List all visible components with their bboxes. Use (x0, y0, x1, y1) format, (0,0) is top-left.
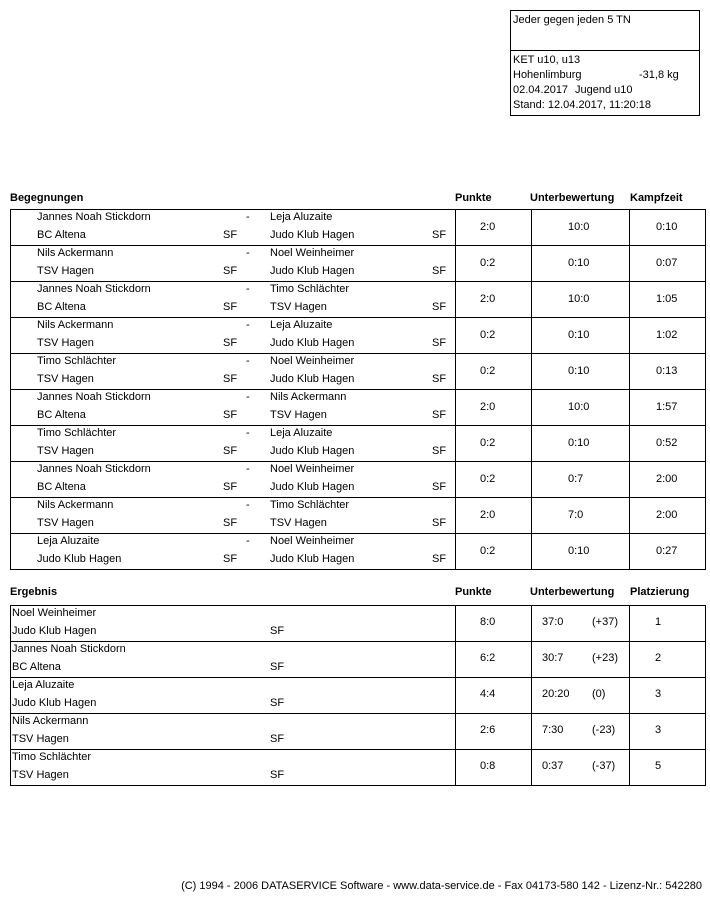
info-weight: -31,8 kg (639, 69, 679, 81)
versus-dash: - (246, 283, 250, 295)
column-divider (531, 750, 532, 785)
match-kampfzeit: 1:05 (656, 293, 678, 305)
fighter-b-tag: SF (432, 409, 447, 421)
ergebnis-unterbewertung-header: Unterbewertung (530, 586, 615, 598)
result-diff: (-37) (592, 760, 616, 772)
info-title: Jeder gegen jeden 5 TN (513, 14, 631, 26)
match-row (11, 354, 705, 390)
fighter-b-club: TSV Hagen (270, 517, 327, 529)
result-unterbewertung: 30:7 (542, 652, 564, 664)
column-divider (455, 426, 456, 461)
match-unterbewertung: 10:0 (568, 293, 590, 305)
match-kampfzeit: 1:02 (656, 329, 678, 341)
ergebnis-platzierung-header: Platzierung (630, 586, 690, 598)
result-row (11, 750, 705, 786)
fighter-a-club: BC Altena (37, 409, 86, 421)
fighter-b-club: TSV Hagen (270, 409, 327, 421)
match-row (11, 318, 705, 354)
fighter-a-tag: SF (223, 409, 238, 421)
match-kampfzeit: 2:00 (656, 473, 678, 485)
fighter-b-tag: SF (432, 265, 447, 277)
fighter-a-tag: SF (223, 337, 238, 349)
match-kampfzeit: 0:52 (656, 437, 678, 449)
match-row (11, 498, 705, 534)
match-punkte: 0:2 (480, 329, 496, 341)
column-divider (531, 210, 532, 245)
column-divider (531, 606, 532, 641)
match-row (11, 534, 705, 570)
column-divider (455, 534, 456, 569)
column-divider (531, 642, 532, 677)
fighter-b-name: Nils Ackermann (270, 391, 347, 403)
result-punkte: 0:8 (480, 760, 496, 772)
ergebnis-punkte-header: Punkte (455, 586, 492, 598)
fighter-a-name: Timo Schlächter (37, 427, 117, 439)
fighter-b-club: Judo Klub Hagen (270, 445, 355, 457)
column-divider (629, 606, 630, 641)
match-punkte: 2:0 (480, 293, 496, 305)
fighter-a-name: Jannes Noah Stickdorn (37, 391, 151, 403)
result-platzierung: 1 (655, 616, 662, 628)
info-stand: Stand: 12.04.2017, 11:20:18 (513, 99, 652, 111)
fighter-a-tag: SF (223, 373, 238, 385)
match-punkte: 2:0 (480, 221, 496, 233)
match-row (11, 246, 705, 282)
result-club: Judo Klub Hagen (12, 625, 97, 637)
fighter-b-name: Noel Weinheimer (270, 535, 355, 547)
result-diff: (+23) (592, 652, 618, 664)
fighter-b-name: Noel Weinheimer (270, 247, 355, 259)
result-club: BC Altena (12, 661, 61, 673)
fighter-a-tag: SF (223, 553, 238, 565)
column-divider (455, 642, 456, 677)
result-club: TSV Hagen (12, 733, 69, 745)
fighter-b-tag: SF (432, 553, 447, 565)
versus-dash: - (246, 211, 250, 223)
begegnungen-table (10, 209, 706, 570)
column-divider (455, 462, 456, 497)
result-diff: (-23) (592, 724, 616, 736)
fighter-b-name: Noel Weinheimer (270, 355, 355, 367)
fighter-b-tag: SF (432, 481, 447, 493)
result-name: Leja Aluzaite (12, 679, 75, 691)
fighter-b-tag: SF (432, 373, 447, 385)
match-punkte: 0:2 (480, 257, 496, 269)
fighter-a-name: Jannes Noah Stickdorn (37, 211, 151, 223)
result-punkte: 6:2 (480, 652, 496, 664)
fighter-a-name: Nils Ackermann (37, 319, 114, 331)
fighter-b-name: Leja Aluzaite (270, 427, 333, 439)
fighter-a-tag: SF (223, 445, 238, 457)
info-age-group: Jugend u10 (575, 84, 633, 96)
match-row (11, 210, 705, 246)
fighter-b-name: Noel Weinheimer (270, 463, 355, 475)
ergebnis-heading: Ergebnis (10, 586, 58, 598)
result-row (11, 678, 705, 714)
column-divider (629, 390, 630, 425)
ergebnis-table (10, 605, 706, 786)
match-punkte: 0:2 (480, 365, 496, 377)
column-divider (455, 282, 456, 317)
match-unterbewertung: 10:0 (568, 221, 590, 233)
fighter-a-club: Judo Klub Hagen (37, 553, 122, 565)
fighter-b-tag: SF (432, 517, 447, 529)
fighter-a-name: Nils Ackermann (37, 247, 114, 259)
fighter-a-club: BC Altena (37, 301, 86, 313)
result-punkte: 2:6 (480, 724, 496, 736)
result-platzierung: 3 (655, 724, 662, 736)
result-club: TSV Hagen (12, 769, 69, 781)
column-divider (531, 390, 532, 425)
fighter-a-tag: SF (223, 229, 238, 241)
column-divider (531, 282, 532, 317)
result-unterbewertung: 7:30 (542, 724, 564, 736)
result-tag: SF (270, 661, 285, 673)
result-name: Noel Weinheimer (12, 607, 97, 619)
match-kampfzeit: 0:10 (656, 221, 678, 233)
fighter-b-club: Judo Klub Hagen (270, 373, 355, 385)
fighter-a-name: Timo Schlächter (37, 355, 117, 367)
column-divider (531, 678, 532, 713)
column-divider (629, 282, 630, 317)
column-divider (629, 354, 630, 389)
versus-dash: - (246, 247, 250, 259)
begegnungen-unterbewertung-header: Unterbewertung (530, 192, 615, 204)
fighter-b-tag: SF (432, 337, 447, 349)
fighter-a-tag: SF (223, 517, 238, 529)
fighter-b-club: Judo Klub Hagen (270, 481, 355, 493)
result-club: Judo Klub Hagen (12, 697, 97, 709)
fighter-a-tag: SF (223, 481, 238, 493)
match-punkte: 2:0 (480, 509, 496, 521)
match-row (11, 462, 705, 498)
match-punkte: 0:2 (480, 545, 496, 557)
match-unterbewertung: 0:10 (568, 257, 590, 269)
versus-dash: - (246, 499, 250, 511)
fighter-a-name: Leja Aluzaite (37, 535, 100, 547)
match-punkte: 0:2 (480, 473, 496, 485)
match-row (11, 426, 705, 462)
result-row (11, 642, 705, 678)
column-divider (629, 714, 630, 749)
column-divider (455, 714, 456, 749)
column-divider (531, 246, 532, 281)
column-divider (629, 750, 630, 785)
match-kampfzeit: 0:27 (656, 545, 678, 557)
match-punkte: 0:2 (480, 437, 496, 449)
column-divider (629, 426, 630, 461)
column-divider (455, 390, 456, 425)
column-divider (455, 750, 456, 785)
versus-dash: - (246, 463, 250, 475)
column-divider (455, 210, 456, 245)
result-diff: (+37) (592, 616, 618, 628)
fighter-b-tag: SF (432, 301, 447, 313)
match-unterbewertung: 0:10 (568, 437, 590, 449)
match-kampfzeit: 0:13 (656, 365, 678, 377)
column-divider (531, 714, 532, 749)
fighter-b-tag: SF (432, 445, 447, 457)
info-event: KET u10, u13 (513, 54, 581, 66)
result-diff: (0) (592, 688, 606, 700)
column-divider (455, 318, 456, 353)
result-platzierung: 3 (655, 688, 662, 700)
column-divider (629, 318, 630, 353)
versus-dash: - (246, 355, 250, 367)
match-row (11, 282, 705, 318)
column-divider (531, 534, 532, 569)
result-punkte: 8:0 (480, 616, 496, 628)
match-unterbewertung: 10:0 (568, 401, 590, 413)
info-date: 02.04.2017 (513, 84, 569, 96)
fighter-b-club: Judo Klub Hagen (270, 553, 355, 565)
match-row (11, 390, 705, 426)
column-divider (531, 318, 532, 353)
column-divider (531, 498, 532, 533)
begegnungen-kampfzeit-header: Kampfzeit (630, 192, 683, 204)
fighter-a-name: Jannes Noah Stickdorn (37, 463, 151, 475)
versus-dash: - (246, 535, 250, 547)
result-row (11, 714, 705, 750)
match-kampfzeit: 2:00 (656, 509, 678, 521)
fighter-a-club: TSV Hagen (37, 445, 94, 457)
column-divider (455, 678, 456, 713)
match-kampfzeit: 0:07 (656, 257, 678, 269)
result-name: Nils Ackermann (12, 715, 89, 727)
versus-dash: - (246, 427, 250, 439)
result-tag: SF (270, 733, 285, 745)
match-unterbewertung: 0:7 (568, 473, 584, 485)
column-divider (531, 462, 532, 497)
match-kampfzeit: 1:57 (656, 401, 678, 413)
result-punkte: 4:4 (480, 688, 496, 700)
result-unterbewertung: 0:37 (542, 760, 564, 772)
info-location: Hohenlimburg (513, 69, 582, 81)
result-unterbewertung: 20:20 (542, 688, 570, 700)
info-box (510, 10, 700, 116)
result-tag: SF (270, 697, 285, 709)
fighter-b-club: Judo Klub Hagen (270, 337, 355, 349)
fighter-a-club: TSV Hagen (37, 517, 94, 529)
fighter-a-name: Jannes Noah Stickdorn (37, 283, 151, 295)
column-divider (531, 426, 532, 461)
begegnungen-heading: Begegnungen (10, 192, 84, 204)
column-divider (455, 498, 456, 533)
result-tag: SF (270, 625, 285, 637)
column-divider (531, 354, 532, 389)
fighter-b-name: Leja Aluzaite (270, 319, 333, 331)
column-divider (629, 642, 630, 677)
info-divider (511, 50, 699, 51)
fighter-b-club: Judo Klub Hagen (270, 229, 355, 241)
fighter-a-tag: SF (223, 265, 238, 277)
fighter-b-name: Timo Schlächter (270, 283, 350, 295)
result-unterbewertung: 37:0 (542, 616, 564, 628)
column-divider (629, 246, 630, 281)
result-tag: SF (270, 769, 285, 781)
result-row (11, 606, 705, 642)
column-divider (455, 354, 456, 389)
fighter-b-name: Leja Aluzaite (270, 211, 333, 223)
footer-copyright: (C) 1994 - 2006 DATASERVICE Software - www.data-service.de - Fax 04173-580 142 - Lizenz-Nr.: 542280 (181, 880, 702, 892)
result-platzierung: 5 (655, 760, 662, 772)
versus-dash: - (246, 319, 250, 331)
fighter-b-club: Judo Klub Hagen (270, 265, 355, 277)
result-name: Jannes Noah Stickdorn (12, 643, 126, 655)
column-divider (455, 246, 456, 281)
begegnungen-punkte-header: Punkte (455, 192, 492, 204)
fighter-a-club: TSV Hagen (37, 265, 94, 277)
match-unterbewertung: 0:10 (568, 365, 590, 377)
fighter-a-club: BC Altena (37, 229, 86, 241)
fighter-a-club: BC Altena (37, 481, 86, 493)
column-divider (629, 210, 630, 245)
fighter-b-name: Timo Schlächter (270, 499, 350, 511)
fighter-a-club: TSV Hagen (37, 337, 94, 349)
result-name: Timo Schlächter (12, 751, 92, 763)
match-unterbewertung: 7:0 (568, 509, 584, 521)
column-divider (629, 678, 630, 713)
match-unterbewertung: 0:10 (568, 329, 590, 341)
fighter-b-club: TSV Hagen (270, 301, 327, 313)
fighter-a-name: Nils Ackermann (37, 499, 114, 511)
fighter-a-tag: SF (223, 301, 238, 313)
versus-dash: - (246, 391, 250, 403)
column-divider (629, 462, 630, 497)
column-divider (455, 606, 456, 641)
fighter-b-tag: SF (432, 229, 447, 241)
result-platzierung: 2 (655, 652, 662, 664)
fighter-a-club: TSV Hagen (37, 373, 94, 385)
match-punkte: 2:0 (480, 401, 496, 413)
column-divider (629, 498, 630, 533)
match-unterbewertung: 0:10 (568, 545, 590, 557)
column-divider (629, 534, 630, 569)
